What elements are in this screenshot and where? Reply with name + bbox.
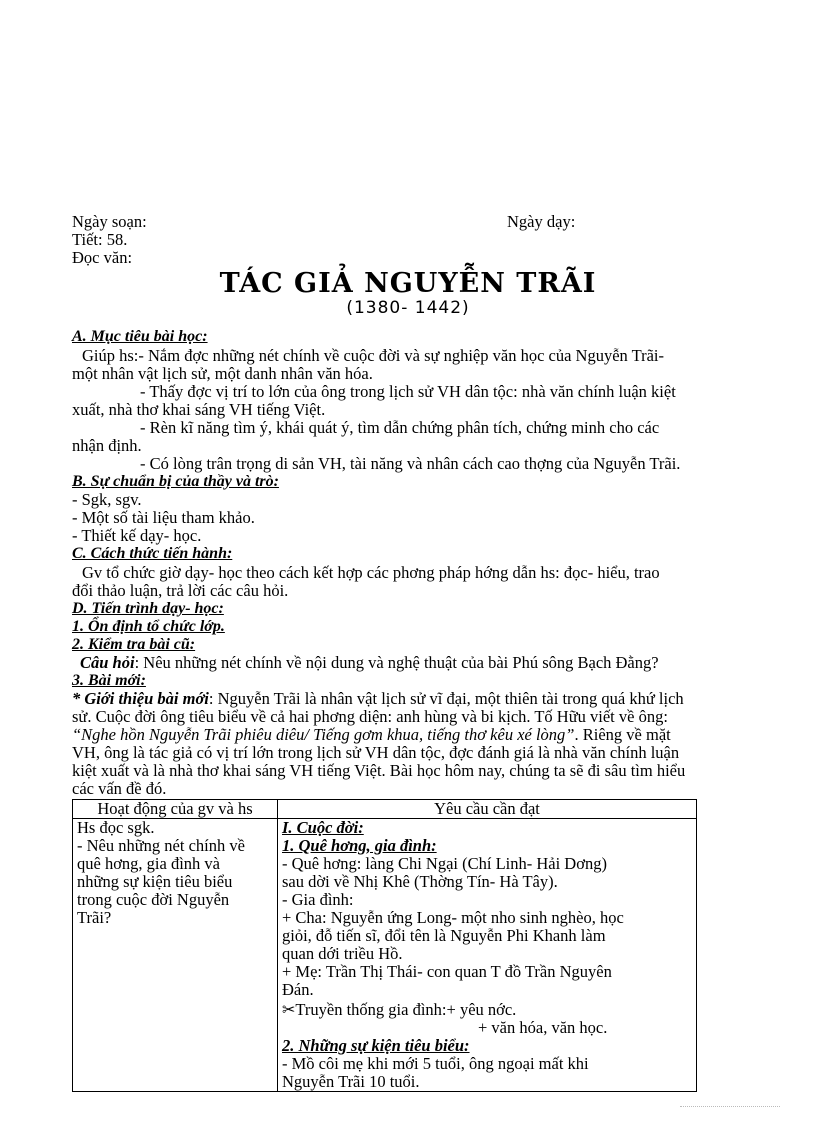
page-title: TÁC GIẢ NGUYỄN TRÃI	[219, 268, 597, 299]
section-a-line-1: Giúp hs:- Nắm đợc những nét chính về cuộc đời và sự nghiệp văn học của Nguyễn Trãi-	[82, 346, 665, 365]
table-header-row	[73, 800, 697, 819]
requirement-line: + Mẹ: Trần Thị Thái- con quan T đồ Trần Nguyên	[282, 962, 612, 981]
table-row	[73, 819, 697, 1092]
intro-line-5: kiệt xuất và là nhà thơ khai sáng VH tiếng Việt. Bài học hôm nay, chúng ta sẽ đi sâu tìm hiểu	[72, 761, 686, 780]
activity-line: Trãi?	[77, 908, 112, 927]
tradition-text-1: Truyền thống gia đình:+ yêu nớc.	[295, 1000, 517, 1019]
requirements-cell	[278, 819, 697, 1092]
intro-star: *	[72, 689, 85, 708]
section-a-line-6: nhận định.	[72, 436, 142, 455]
footer-dotted-line	[680, 1106, 780, 1107]
section-a-heading: A. Mục tiêu bài học:	[72, 328, 208, 345]
section-c-line-1: Gv tổ chức giờ dạy- học theo cách kết hợp các phơng pháp hớng dẫn hs: đọc- hiểu, trao	[82, 563, 660, 582]
requirement-line: giỏi, đỗ tiến sĩ, đổi tên là Nguyễn Phi Khanh làm	[282, 926, 606, 945]
requirement-line: + Cha: Nguyễn ứng Long- một nho sinh nghèo, học	[282, 908, 624, 927]
section-a-line-3: - Thấy đợc vị trí to lớn của ông trong lịch sử VH dân tộc: nhà văn chính luận kiệt	[140, 382, 676, 401]
step-2: 2. Kiểm tra bài cũ:	[72, 636, 196, 653]
question-label: Câu hỏi	[80, 653, 135, 672]
step-1: 1. Ổn định tổ chức lớp.	[72, 618, 225, 635]
intro-line-2: sử. Cuộc đời ông tiêu biểu về cả hai phơng diện: anh hùng và bi kịch. Tố Hữu viết về ông:	[72, 707, 668, 726]
question-text: : Nêu những nét chính về nội dung và nghệ thuật của bài Phú sông Bạch Đằng?	[134, 653, 659, 672]
intro-line-6: các vấn đề đó.	[72, 779, 167, 798]
intro-text-1: : Nguyễn Trãi là nhân vật lịch sử vĩ đại, một thiên tài trong quá khứ lịch	[208, 689, 684, 708]
activity-line: quê hơng, gia đình và	[77, 854, 220, 873]
activity-line: những sự kiện tiêu biểu	[77, 872, 233, 891]
heading-life: I. Cuộc đời:	[282, 818, 364, 837]
requirement-line: Đán.	[282, 980, 314, 999]
intro-line-1	[72, 690, 684, 708]
subject-label: Đọc văn:	[72, 248, 133, 267]
tradition-line-1	[282, 1001, 692, 1019]
intro-text-3: . Riêng về mặt	[574, 725, 671, 744]
scissors-icon: ✂	[282, 1000, 296, 1019]
section-b-line-2: - Một số tài liệu tham khảo.	[72, 508, 255, 527]
requirement-line: - Gia đình:	[282, 890, 354, 909]
section-b-heading: B. Sự chuẩn bị của thầy và trò:	[72, 473, 279, 490]
intro-line-3	[72, 726, 671, 744]
table-header-activities: Hoạt động của gv và hs	[73, 800, 278, 819]
section-b-line-1: - Sgk, sgv.	[72, 490, 142, 509]
requirement-line: quan dới triều Hồ.	[282, 944, 403, 963]
lesson-plan-table	[72, 799, 697, 1092]
section-c-heading: C. Cách thức tiến hành:	[72, 545, 233, 562]
requirement-line: - Mồ côi mẹ khi mới 5 tuổi, ông ngoại mất khi	[282, 1054, 589, 1073]
tradition-line-2: + văn hóa, văn học.	[478, 1018, 608, 1037]
requirement-line: - Quê hơng: làng Chi Ngại (Chí Linh- Hải Dơng)	[282, 854, 607, 873]
lesson-number: Tiết: 58.	[72, 230, 128, 249]
review-question	[80, 654, 659, 672]
date-teaching-label: Ngày dạy:	[507, 212, 576, 231]
section-c-line-2: đổi thảo luận, trả lời các câu hỏi.	[72, 581, 289, 600]
date-prepared-label: Ngày soạn:	[72, 212, 147, 231]
intro-label: Giới thiệu bài mới	[84, 689, 209, 708]
activity-line: - Nêu những nét chính về	[77, 836, 245, 855]
heading-key-events: 2. Những sự kiện tiêu biểu:	[282, 1036, 470, 1055]
section-a-line-7: - Có lòng trân trọng di sản VH, tài năng và nhân cách cao thợng của Nguyễn Trãi.	[140, 454, 681, 473]
table-header-requirements: Yêu cầu cần đạt	[278, 800, 697, 819]
requirement-line: sau dời về Nhị Khê (Thờng Tín- Hà Tây).	[282, 872, 558, 891]
intro-line-4: VH, ông là tác giả có vị trí lớn trong lịch sử VH dân tộc, đợc đánh giá là nhà văn chính luận	[72, 743, 680, 762]
activity-line: Hs đọc sgk.	[77, 818, 155, 837]
section-a-line-5: - Rèn kĩ năng tìm ý, khái quát ý, tìm dẫn chứng phân tích, chứng minh cho các	[140, 418, 660, 437]
title-years: (1380- 1442)	[346, 298, 470, 318]
heading-hometown-family: 1. Quê hơng, gia đình:	[282, 836, 437, 855]
requirement-line: Nguyễn Trãi 10 tuổi.	[282, 1072, 420, 1091]
activities-cell	[73, 819, 278, 1092]
activity-line: trong cuộc đời Nguyễn	[77, 890, 230, 909]
section-b-line-3: - Thiết kế dạy- học.	[72, 526, 202, 545]
section-d-heading: D. Tiến trình dạy- học:	[72, 600, 224, 617]
section-a-line-2: một nhân vật lịch sử, một danh nhân văn hóa.	[72, 364, 373, 383]
section-a-line-4: xuất, nhà thơ khai sáng VH tiếng Việt.	[72, 400, 326, 419]
step-3: 3. Bài mới:	[72, 672, 146, 689]
poem-quote: “Nghe hồn Nguyễn Trãi phiêu diêu/ Tiếng gơm khua, tiếng thơ kêu xé lòng”	[72, 725, 575, 744]
